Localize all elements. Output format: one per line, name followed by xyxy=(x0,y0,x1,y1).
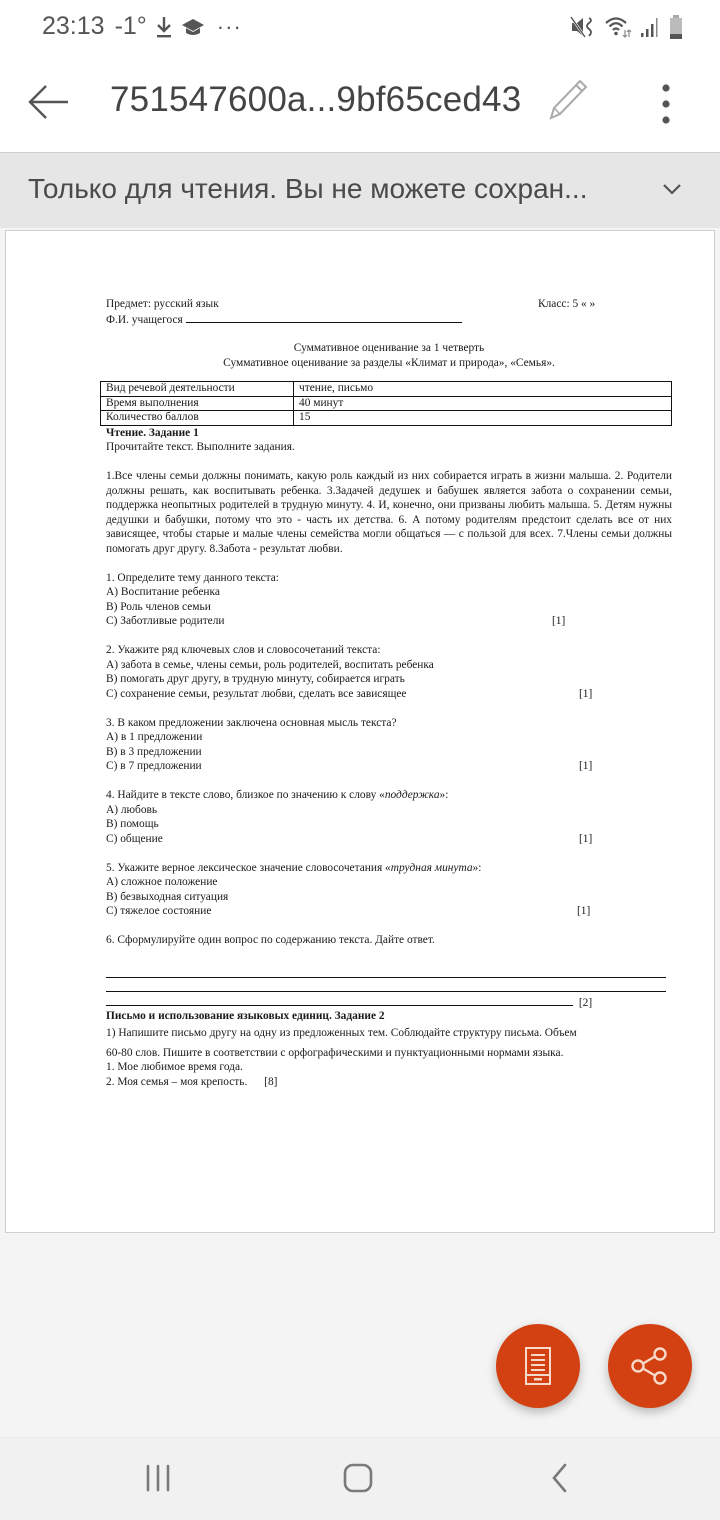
student-label: Ф.И. учащегося xyxy=(106,313,183,326)
question-5-option-c-line xyxy=(106,904,672,919)
question-3-option-a: A) в 1 предложении xyxy=(106,731,203,743)
question-3-score: [1] xyxy=(579,760,593,772)
task2-topic-1: 1. Мое любимое время года. xyxy=(106,1061,243,1073)
question-5-prompt-end: »: xyxy=(472,861,482,874)
table-cell-value: 15 xyxy=(294,411,672,426)
recent-apps-button[interactable] xyxy=(138,1460,178,1496)
clock: 23:13 xyxy=(42,12,105,40)
share-icon xyxy=(629,1346,671,1386)
answer-line-2 xyxy=(106,980,672,994)
task2-topic-2: 2. Моя семья – моя крепость. xyxy=(106,1075,248,1088)
back-button[interactable] xyxy=(26,82,74,126)
question-2-option-c: C) сохранение семьи, результат любви, сделать все зависящее xyxy=(106,687,407,700)
question-4-score: [1] xyxy=(579,832,593,845)
home-button[interactable] xyxy=(338,1460,378,1496)
doc-title-1: Суммативное оценивание за 1 четверть xyxy=(293,342,485,354)
question-5-keyword: трудная минута xyxy=(390,861,473,874)
question-5-prompt xyxy=(106,861,672,876)
status-bar xyxy=(0,0,720,56)
temperature: -1° xyxy=(114,12,147,40)
table-row xyxy=(101,382,672,397)
subject-line xyxy=(106,297,672,312)
table-cell-label: Время выполнения xyxy=(101,396,294,411)
question-2-score: [1] xyxy=(579,687,593,700)
question-3-option-b: B) в 3 предложении xyxy=(106,745,202,758)
question-2-option-a: A) забота в семье, члены семьи, роль родителей, воспитать ребенка xyxy=(106,658,434,671)
status-left xyxy=(42,12,242,41)
question-4-prompt xyxy=(106,788,672,803)
question-2-option-c-line xyxy=(106,687,672,702)
question-6-score: [2] xyxy=(578,996,593,1009)
question-6-prompt: 6. Сформулируйте один вопрос по содержанию текста. Дайте ответ. xyxy=(106,934,435,946)
question-3-option-c: C) в 7 предложении xyxy=(106,760,202,772)
question-1-option-c-line xyxy=(106,614,672,629)
document-content xyxy=(106,297,672,1089)
reading-passage: 1.Все члены семьи должны понимать, какую роль каждый из них собирается играть в жизни малыша. 2. Родители должны решать, как воспитывать ребенка. 3.Задачей дедушек и бабушек является забота о сохранении семьи, поддержка неопытных родителей в трудную минуту. 4. И, конечно, они призваны любить малыша. 5. Детям нужны дедушки и бабушки, потому что это - часть их детства. 6. А потому родителям предстоит сделать все от них зависящее, чтобы старые и малые члены семейства могли общаться — с пользой для всех. 7.Члены семьи должны помогать друг другу. 8.Забота - результат любви. xyxy=(106,470,672,555)
question-5-prompt-text: 5. Укажите верное лексическое значение словосочетания « xyxy=(106,861,391,874)
question-3-option-c-line xyxy=(106,759,672,774)
question-2-option-b: B) помогать друг другу, в трудную минуту, собирается играть xyxy=(106,673,405,685)
table-cell-label: Количество баллов xyxy=(101,411,294,426)
pencil-icon xyxy=(546,78,588,122)
answer-line-3 xyxy=(106,994,672,1009)
question-4-option-c: C) общение xyxy=(106,832,163,845)
reading-mode-button[interactable] xyxy=(496,1324,580,1408)
more-options-button[interactable] xyxy=(652,82,680,126)
question-1-option-a: A) Воспитание ребенка xyxy=(106,586,220,598)
edit-button[interactable] xyxy=(546,78,590,126)
status-right xyxy=(570,14,684,40)
subject: Предмет: русский язык xyxy=(106,298,219,310)
arrow-left-icon xyxy=(26,82,70,122)
share-button[interactable] xyxy=(608,1324,692,1408)
table-row xyxy=(101,396,672,411)
document-title: 751547600a...9bf65ced43 xyxy=(110,80,522,119)
task2-topic-2-line xyxy=(106,1075,672,1090)
system-back-button[interactable] xyxy=(540,1460,580,1496)
question-5-option-c: C) тяжелое состояние xyxy=(106,905,212,917)
battery-icon xyxy=(668,14,684,40)
question-4-prompt-text: 4. Найдите в тексте слово, близкое по значению к слову « xyxy=(106,789,385,801)
table-row xyxy=(101,411,672,426)
table-cell-value: 40 минут xyxy=(294,396,672,411)
question-3-prompt: 3. В каком предложении заключена основная мысль текста? xyxy=(106,716,397,729)
more-vertical-icon xyxy=(652,82,680,126)
graduation-cap-icon xyxy=(181,17,205,37)
question-4-option-a: A) любовь xyxy=(106,803,158,816)
task2-instruction-2: 60-80 слов. Пишите в соответствии с орфографическими и пунктуационными нормами языка. xyxy=(106,1046,564,1059)
question-5-option-b: B) безвыходная ситуация xyxy=(106,890,229,903)
recent-apps-icon xyxy=(144,1463,172,1493)
wifi-icon xyxy=(604,15,632,39)
signal-icon xyxy=(640,15,660,39)
task1-heading: Чтение. Задание 1 xyxy=(106,426,199,439)
system-nav-bar xyxy=(0,1437,720,1520)
answer-line-1 xyxy=(106,966,672,980)
document-page xyxy=(5,230,715,1233)
task2-score: [8] xyxy=(264,1075,278,1088)
info-table xyxy=(100,381,672,426)
task2-heading: Письмо и использование языковых единиц. Задание 2 xyxy=(106,1009,385,1022)
reading-mode-icon xyxy=(523,1346,553,1386)
document-viewer[interactable] xyxy=(0,228,720,1438)
question-4-option-c-line xyxy=(106,832,672,847)
more-notifications-icon: ··· xyxy=(216,13,242,39)
student-name-line xyxy=(186,312,462,323)
banner-expand-button[interactable] xyxy=(660,181,684,199)
download-icon xyxy=(155,15,173,39)
question-1-option-c: C) Заботливые родители xyxy=(106,615,225,627)
class-label: Класс: 5 « » xyxy=(538,298,596,310)
banner-text: Только для чтения. Вы не можете сохран... xyxy=(28,173,588,204)
question-1-score: [1] xyxy=(552,615,566,627)
doc-title-2: Суммативное оценивание за разделы «Климат и природа», «Семья». xyxy=(223,356,555,369)
vibrate-mute-icon xyxy=(570,15,596,39)
question-4-option-b: B) помощь xyxy=(106,818,159,830)
student-line xyxy=(106,312,672,328)
home-icon xyxy=(342,1462,374,1494)
app-bar xyxy=(0,56,720,152)
table-cell-value: чтение, письмо xyxy=(294,382,672,397)
question-5-option-a: A) сложное положение xyxy=(106,876,218,888)
back-chevron-icon xyxy=(550,1462,570,1494)
question-1-prompt: 1. Определите тему данного текста: xyxy=(106,571,279,584)
chevron-down-icon xyxy=(660,181,684,197)
task1-instruction: Прочитайте текст. Выполните задания. xyxy=(106,441,295,453)
task2-instruction-1: 1) Напишите письмо другу на одну из предложенных тем. Соблюдайте структуру письма. Объем xyxy=(106,1027,577,1039)
table-cell-label: Вид речевой деятельности xyxy=(101,382,294,397)
question-1-option-b: B) Роль членов семьи xyxy=(106,600,211,613)
question-4-prompt-end: »: xyxy=(439,789,449,801)
read-only-banner[interactable] xyxy=(0,152,720,228)
question-4-keyword: поддержка xyxy=(384,789,440,801)
question-2-prompt: 2. Укажите ряд ключевых слов и словосочетаний текста: xyxy=(106,644,381,656)
question-5-score: [1] xyxy=(577,905,591,917)
